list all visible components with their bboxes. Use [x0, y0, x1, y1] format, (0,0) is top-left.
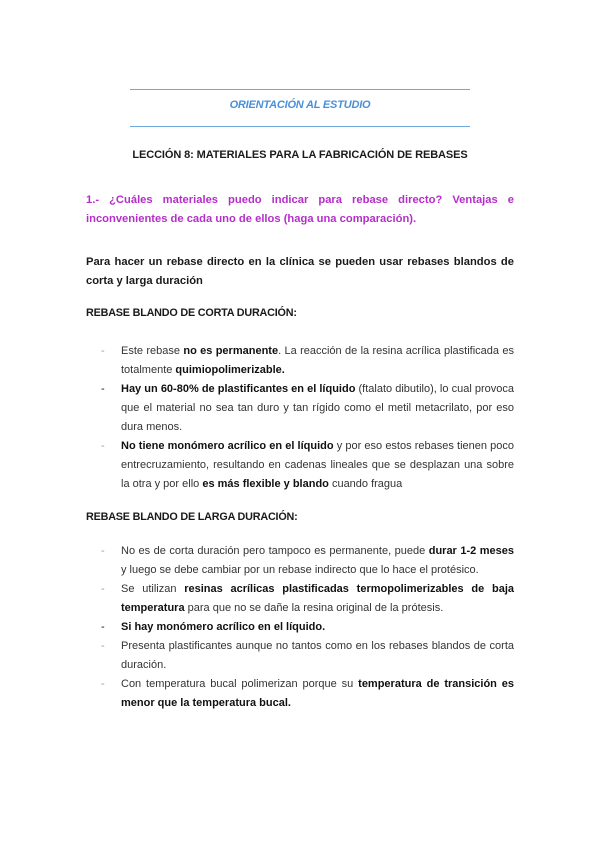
header-top-rule	[130, 89, 470, 90]
list-item: - No es de corta duración pero tampoco es permanente, puede durar 1-2 meses y luego se debe cambiar por un rebase indirecto que lo hace el protésico.	[86, 542, 514, 580]
short-duration-list	[86, 342, 514, 494]
dash-marker: -	[101, 621, 105, 633]
dash-marker: -	[101, 583, 105, 595]
list-item: - Si hay monómero acrílico en el líquido.	[86, 618, 514, 637]
list-item: - Se utilizan resinas acrílicas plastificadas termopolimerizables de baja temperatura para que no se dañe la resina original de la prótesis.	[86, 580, 514, 618]
header-title: ORIENTACIÓN AL ESTUDIO	[229, 99, 371, 111]
section-heading-short: REBASE BLANDO DE CORTA DURACIÓN:	[86, 307, 297, 319]
dash-marker: -	[101, 345, 105, 357]
dash-marker: -	[101, 545, 105, 557]
dash-marker: -	[101, 383, 105, 395]
dash-marker: -	[101, 440, 105, 452]
section-heading-long: REBASE BLANDO DE LARGA DURACIÓN:	[86, 511, 298, 523]
list-item: - No tiene monómero acrílico en el líquido y por eso estos rebases tienen poco entrecruzamiento, resultando en cadenas lineales que se desplazan una sobre la otra y por ello es más flexible y blando cuando fragua	[86, 437, 514, 494]
list-item: - Con temperatura bucal polimerizan porque su temperatura de transición es menor que la temperatura bucal.	[86, 675, 514, 713]
dash-marker: -	[101, 678, 105, 690]
intro-paragraph: Para hacer un rebase directo en la clínica se pueden usar rebases blandos de corta y larga duración	[86, 256, 514, 287]
list-item: - Este rebase no es permanente. La reacción de la resina acrílica plastificada es totalmente quimiopolimerizable.	[86, 342, 514, 380]
lesson-title: LECCIÓN 8: MATERIALES PARA LA FABRICACIÓN DE REBASES	[132, 149, 468, 161]
list-item: - Hay un 60-80% de plastificantes en el líquido (ftalato dibutilo), lo cual provoca que el material no sea tan duro y tan rígido como el metil metacrilato, por eso dura menos.	[86, 380, 514, 437]
dash-marker: -	[101, 640, 105, 652]
long-duration-list	[86, 542, 514, 713]
header-bottom-rule	[130, 126, 470, 127]
question-text: 1.- ¿Cuáles materiales puedo indicar para rebase directo? Ventajas e inconvenientes de cada uno de ellos (haga una comparación).	[86, 194, 514, 225]
list-item: - Presenta plastificantes aunque no tantos como en los rebases blandos de corta duración.	[86, 637, 514, 675]
